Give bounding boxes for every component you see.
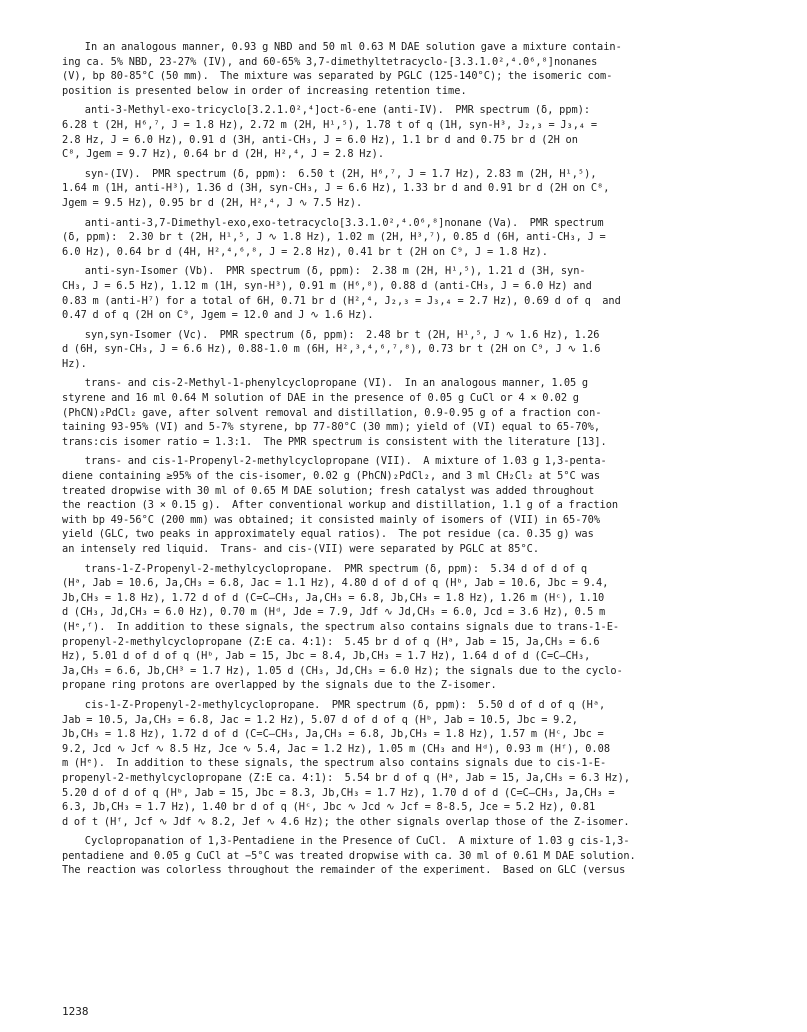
text-line: (V), bp 80-85°C (50 mm). The mixture was separated by PGLC (125-140°C); the isomeric com-	[62, 70, 613, 83]
body-text	[62, 40, 766, 878]
text-line: an intensely red liquid. Trans- and cis-(VII) were separated by PGLC at 85°C.	[62, 543, 540, 555]
text-line: Jgem = 9.5 Hz), 0.95 br d (2H, H²,⁴, J ∿ 7.5 Hz).	[62, 196, 363, 209]
paragraph-p8	[62, 454, 766, 556]
text-line: 6.28 t (2H, H⁶,⁷, J = 1.8 Hz), 2.72 m (2H, H¹,⁵), 1.78 t of q (1H, syn-H³, J₂,₃ = J₃,₄ =	[62, 118, 598, 131]
text-line: syn-(IV). PMR spectrum (δ, ppm): 6.50 t (2H, H⁶,⁷, J = 1.7 Hz), 2.83 m (2H, H¹,⁵),	[62, 167, 597, 180]
text-line: anti-3-Methyl-exo-tricyclo[3.2.1.0²,⁴]oct-6-ene (anti-IV). PMR spectrum (δ, ppm):	[62, 104, 591, 117]
paragraph-p9	[62, 562, 766, 693]
text-line: trans-1-Z-Propenyl-2-methylcyclopropane. PMR spectrum (δ, ppm): 5.34 d of d of q	[62, 562, 588, 575]
text-line: Hz).	[62, 357, 87, 370]
text-line: CH₃, J = 6.5 Hz), 1.12 m (1H, syn-H³), 0.91 m (H⁶,⁸), 0.88 d (anti-CH₃, J = 6.0 Hz) and	[62, 279, 592, 292]
text-line: m (Hᵉ). In addition to these signals, the spectrum also contains signals due to cis-1-E-	[62, 757, 607, 770]
text-line: ing ca. 5% NBD, 23-27% (IV), and 60-65% 3,7-dimethyltetracyclo-[3.3.1.0²,⁴.0⁶,⁸]nonanes	[62, 55, 598, 68]
paragraph-p1	[62, 40, 766, 98]
text-line: cis-1-Z-Propenyl-2-methylcyclopropane. PMR spectrum (δ, ppm): 5.50 d of d of q (Hᵃ,	[62, 698, 606, 711]
text-line: (Hᵃ, Jab = 10.6, Ja,CH₃ = 6.8, Jac = 1.1 Hz), 4.80 d of d of q (Hᵇ, Jab = 10.6, Jbc = 9.4,	[62, 577, 609, 590]
text-line: d (6H, syn-CH₃, J = 6.6 Hz), 0.88-1.0 m (6H, H²,³,⁴,⁶,⁷,⁸), 0.73 br t (2H on C⁹, J ∿ 1.6	[62, 343, 601, 356]
text-line: 1.64 m (1H, anti-H³), 1.36 d (3H, syn-CH₃, J = 6.6 Hz), 1.33 br d and 0.91 br d (2H on C⁸,	[62, 182, 610, 195]
page-number: 1238	[62, 1005, 89, 1018]
paragraph-p10	[62, 698, 766, 829]
text-line: anti-syn-Isomer (Vb). PMR spectrum (δ, ppm): 2.38 m (2H, H¹,⁵), 1.21 d (3H, syn-	[62, 265, 586, 278]
text-line: trans- and cis-1-Propenyl-2-methylcyclopropane (VII). A mixture of 1.03 g 1,3-penta-	[62, 455, 607, 468]
text-line: taining 93-95% (VI) and 5-7% styrene, bp 77-80°C (30 mm); yield of (VI) equal to 65-70%,	[62, 421, 601, 434]
text-line: trans:cis isomer ratio = 1.3:1. The PMR spectrum is consistent with the literature [13].	[62, 435, 607, 448]
text-line: 0.83 m (anti-H⁷) for a total of 6H, 0.71 br d (H²,⁴, J₂,₃ = J₃,₄ = 2.7 Hz), 0.69 d of q and	[62, 294, 621, 307]
paragraph-p3	[62, 167, 766, 211]
text-line: styrene and 16 ml 0.64 M solution of DAE in the presence of 0.05 g CuCl or 4 × 0.02 g	[62, 392, 579, 405]
paragraph-p2	[62, 103, 766, 161]
text-line: propenyl-2-methylcyclopropane (Z:E ca. 4:1): 5.45 br d of q (Hᵃ, Jab = 15, Ja,CH₃ = 6.6	[62, 635, 600, 648]
text-line: 6.0 Hz), 0.64 br d (4H, H²,⁴,⁶,⁸, J = 2.8 Hz), 0.41 br t (2H on C⁹, J = 1.8 Hz).	[62, 245, 548, 258]
text-line: d (CH₃, Jd,CH₃ = 6.0 Hz), 0.70 m (Hᵈ, Jde = 7.9, Jdf ∿ Jd,CH₃ = 6.0, Jcd = 3.6 Hz), 0.5 m	[62, 606, 606, 619]
text-line: The reaction was colorless throughout the remainder of the experiment. Based on GLC (versus	[62, 864, 626, 877]
text-line: trans- and cis-2-Methyl-1-phenylcyclopropane (VI). In an analogous manner, 1.05 g	[62, 377, 589, 390]
text-line: pentadiene and 0.05 g CuCl at −5°C was treated dropwise with ca. 30 ml of 0.61 M DAE solution.	[62, 849, 636, 862]
text-line: 9.2, Jcd ∿ Jcf ∿ 8.5 Hz, Jce ∿ 5.4, Jac = 1.2 Hz), 1.05 m (CH₃ and Hᵈ), 0.93 m (Hᶠ), 0.08	[62, 742, 611, 755]
text-line: (δ, ppm): 2.30 br t (2H, H¹,⁵, J ∿ 1.8 Hz), 1.02 m (2H, H³,⁷), 0.85 d (6H, anti-CH₃, J =	[62, 231, 606, 244]
text-line: In an analogous manner, 0.93 g NBD and 50 ml 0.63 M DAE solution gave a mixture contain-	[62, 41, 622, 53]
text-line: (Hᵉ,ᶠ). In addition to these signals, the spectrum also contains signals due to trans-1-E-	[62, 620, 620, 633]
text-line: 6.3, Jb,CH₃ = 1.7 Hz), 1.40 br d of q (Hᶜ, Jbc ∿ Jcd ∿ Jcf = 8-8.5, Jce = 5.2 Hz), 0.81	[62, 801, 596, 814]
text-line: with bp 49-56°C (200 mm) was obtained; it consisted mainly of isomers of (VII) in 65-70%	[62, 513, 601, 526]
text-line: diene containing ≥95% of the cis-isomer, 0.02 g (PhCN)₂PdCl₂, and 3 ml CH₂Cl₂ at 5°C was	[62, 470, 601, 483]
text-line: Hz), 5.01 d of d of q (Hᵇ, Jab = 15, Jbc = 8.4, Jb,CH₃ = 1.7 Hz), 1.64 d of d (C=C–CH₃,	[62, 650, 591, 663]
text-line: anti-anti-3,7-Dimethyl-exo,exo-tetracyclo[3.3.1.0²,⁴.0⁶,⁸]nonane (Va). PMR spectrum	[62, 216, 604, 229]
text-line: Jb,CH₃ = 1.8 Hz), 1.72 d of d (C=C–CH₃, Ja,CH₃ = 6.8, Jb,CH₃ = 1.8 Hz), 1.57 m (Hᶜ, Jbc =	[62, 728, 604, 741]
text-line: 2.8 Hz, J = 6.0 Hz), 0.91 d (3H, anti-CH₃, J = 6.0 Hz), 1.1 br d and 0.75 br d (2H on	[62, 133, 578, 146]
text-line: Jab = 10.5, Ja,CH₃ = 6.8, Jac = 1.2 Hz), 5.07 d of d of q (Hᵇ, Jab = 10.5, Jbc = 9.2,	[62, 713, 578, 726]
text-line: treated dropwise with 30 ml of 0.65 M DAE solution; fresh catalyst was added throughout	[62, 484, 595, 497]
text-line: Jb,CH₃ = 1.8 Hz), 1.72 d of d (C=C–CH₃, Ja,CH₃ = 6.8, Jb,CH₃ = 1.8 Hz), 1.26 m (Hᶜ), 1.10	[62, 591, 605, 604]
paragraph-p11	[62, 834, 766, 878]
paragraph-p5	[62, 264, 766, 322]
text-line: propane ring protons are overlapped by the signals due to the Z-isomer.	[62, 679, 497, 692]
text-line: position is presented below in order of increasing retention time.	[62, 84, 467, 97]
paper-page	[62, 40, 766, 883]
text-line: C⁸, Jgem = 9.7 Hz), 0.64 br d (2H, H²,⁴, J = 2.8 Hz).	[62, 148, 385, 161]
text-line: Cyclopropanation of 1,3-Pentadiene in the Presence of CuCl. A mixture of 1.03 g cis-1,3-	[62, 835, 630, 848]
text-line: Ja,CH₃ = 6.6, Jb,CH³ = 1.7 Hz), 1.05 d (CH₃, Jd,CH₃ = 6.0 Hz); the signals due to the cyclo-	[62, 664, 623, 677]
text-line: 0.47 d of q (2H on C⁹, Jgem = 12.0 and J ∿ 1.6 Hz).	[62, 309, 374, 322]
text-line: the reaction (3 × 0.15 g). After conventional workup and distillation, 1.1 g of a fraction	[62, 499, 619, 512]
text-line: propenyl-2-methylcyclopropane (Z:E ca. 4:1): 5.54 br d of q (Hᵃ, Jab = 15, Ja,CH₃ = 6.3 Hz),	[62, 771, 631, 784]
text-line: d of t (Hᶠ, Jcf ∿ Jdf ∿ 8.2, Jef ∿ 4.6 Hz); the other signals overlap those of the Z-isomer.	[62, 815, 630, 828]
text-line: 5.20 d of d of q (Hᵇ, Jab = 15, Jbc = 8.3, Jb,CH₃ = 1.7 Hz), 1.70 d of d (C=C–CH₃, Ja,CH₃ =	[62, 786, 615, 799]
paragraph-p7	[62, 376, 766, 449]
text-line: (PhCN)₂PdCl₂ gave, after solvent removal and distillation, 0.9-0.95 g of a fraction con-	[62, 406, 602, 419]
text-line: syn,syn-Isomer (Vc). PMR spectrum (δ, ppm): 2.48 br t (2H, H¹,⁵, J ∿ 1.6 Hz), 1.26	[62, 328, 600, 341]
text-line: yield (GLC, two peaks in approximately equal ratios). The pot residue (ca. 0.35 g) was	[62, 528, 594, 541]
paragraph-p4	[62, 216, 766, 260]
paragraph-p6	[62, 328, 766, 372]
